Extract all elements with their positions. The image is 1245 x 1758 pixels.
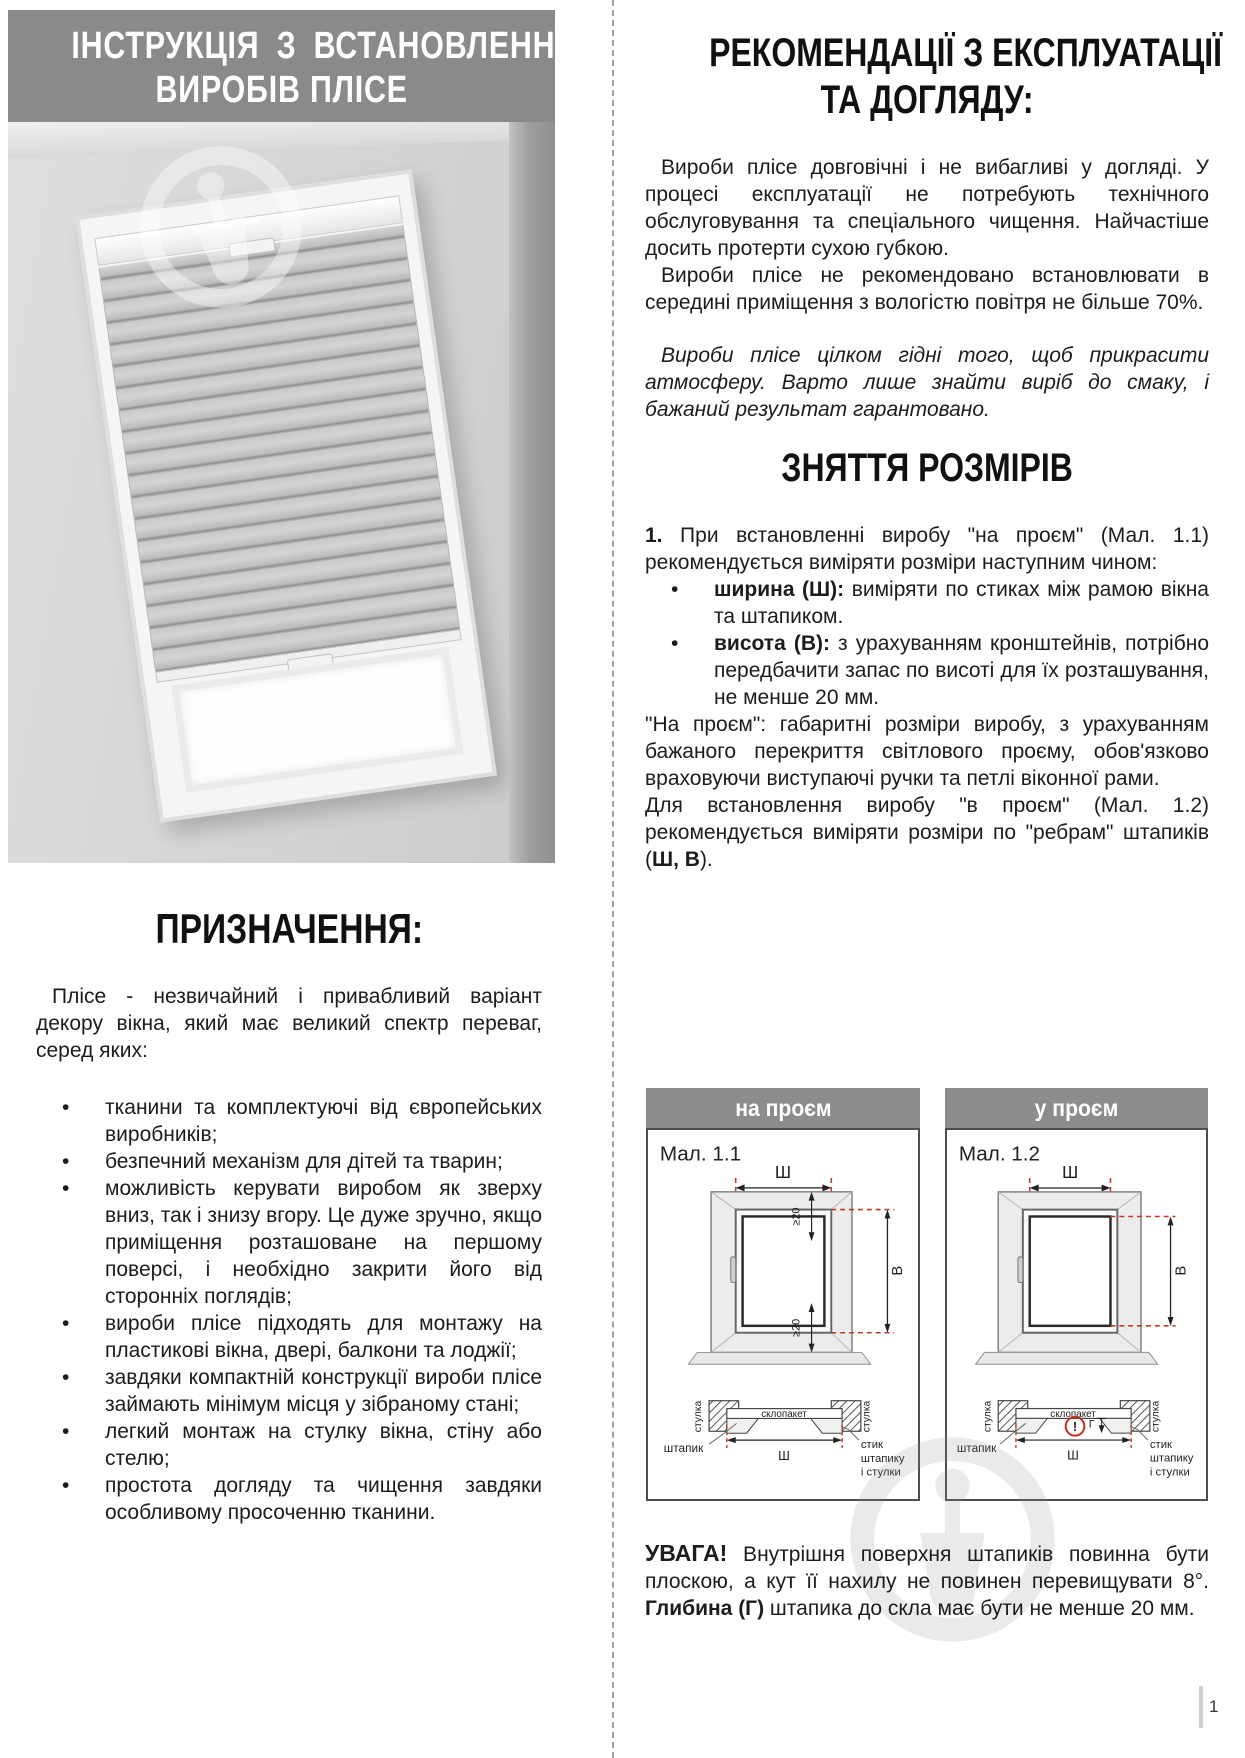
sizing-paragraph-1: 1. При встановленні виробу "на проєм" (Мал. 1.1) рекомендується виміряти розміри наступним чином: xyxy=(645,524,1209,574)
list-item: • тканини та комплектуючі від європейських виробників; xyxy=(36,1094,542,1148)
photo-window xyxy=(75,169,497,822)
list-item: • простота догляду та чищення завдяки особливому просоченню тканини. xyxy=(36,1472,542,1526)
product-photo xyxy=(8,122,555,863)
dim-width-label: Ш xyxy=(774,1162,792,1183)
photo-pleated-blind xyxy=(98,225,460,672)
bead-cross-section xyxy=(664,1401,905,1479)
sash-label-left: стулка xyxy=(693,1400,705,1433)
window-sill xyxy=(976,1352,1158,1364)
instruction-title-line2: ВИРОБІВ ПЛІСЕ xyxy=(155,69,408,111)
care-heading-line1: РЕКОМЕНДАЦІЇ З ЕКСПЛУАТАЦІЇ xyxy=(709,31,1222,75)
attention-label: УВАГА! xyxy=(645,1540,728,1566)
dim-height-label: В xyxy=(1173,1265,1190,1276)
window-handle xyxy=(731,1257,736,1283)
warning-exclamation: ! xyxy=(1072,1419,1078,1435)
figure-caption: Мал. 1.1 xyxy=(659,1142,742,1166)
tab-on-opening: на проєм xyxy=(646,1088,920,1128)
joint-label-2: штапику xyxy=(1149,1452,1194,1465)
glazing-label: склопакет xyxy=(761,1408,807,1420)
list-item: • ширина (Ш): виміряти по стиках між рамою вікна та штапиком. xyxy=(645,576,1209,630)
column-divider xyxy=(612,0,614,1758)
glazing-label: склопакет xyxy=(1050,1408,1096,1420)
footer-divider xyxy=(1199,1686,1203,1728)
bead-label: штапик xyxy=(663,1440,704,1455)
diagram-panel-on-opening xyxy=(646,1128,920,1501)
joint-label-1: стик xyxy=(860,1439,883,1452)
care-paragraph-3: Вироби плісе цілком гідні того, щоб прикрасити атмосферу. Варто лише знайти виріб до смаку, і бажаний результат гарантовано. xyxy=(645,344,1209,421)
sizing-paragraph-2: "На проєм": габаритні розміри виробу, з урахуванням бажаного перекриття світлового проєму, обов'язково враховуючи виступаючі ручки та петлі віконної рами. xyxy=(645,713,1209,790)
sizing-bullet-list xyxy=(645,576,1209,711)
purpose-intro: Плісе - незвичайний і привабливий варіант декору вікна, який має великий спектр переваг, серед яких: xyxy=(36,985,542,1062)
care-heading-line2: ТА ДОГЛЯДУ: xyxy=(820,78,1034,122)
joint-label-3: і стулки xyxy=(860,1466,901,1479)
window-handle xyxy=(1018,1257,1023,1283)
care-paragraph-1: Вироби плісе довговічні і не вибагливі у догляді. У процесі експлуатації не потребують технічного обслуговування та спеціального чищення. Найчастіше досить протерти сухою губкою. xyxy=(645,156,1209,260)
list-item: • можливість керувати виробом як зверху вниз, так і знизу вгору. Це дуже зручно, якщо приміщення розташоване на першому поверсі, і необхідно закрити його від сторонніх поглядів; xyxy=(36,1175,542,1310)
dim-height-label: В xyxy=(890,1265,907,1276)
joint-label-3: і стулки xyxy=(1149,1466,1190,1479)
diagram-panel-in-opening xyxy=(945,1128,1208,1501)
section-width-label: Ш xyxy=(778,1447,790,1463)
attention-note: УВАГА! Внутрішня поверхня штапиків повинна бути плоскою, а кут її нахилу не повинен перевищувати 8°. Глибина (Г) штапика до скла має бути не менше 20 мм. xyxy=(645,1540,1209,1620)
joint-label-2: штапику xyxy=(860,1452,905,1465)
purpose-section xyxy=(36,905,542,1526)
list-item: • безпечний механізм для дітей та тварин; xyxy=(36,1148,542,1175)
window-front-view xyxy=(688,1192,870,1364)
sash-label-right: стулка xyxy=(1150,1400,1162,1433)
sash-label-right: стулка xyxy=(861,1400,873,1433)
photo-ceiling xyxy=(8,122,555,158)
sizing-paragraph-3: Для встановлення виробу "в проєм" (Мал. 1.2) рекомендується виміряти розміри по "ребрам" штапиків (Ш, В). xyxy=(645,794,1209,871)
instruction-header xyxy=(8,10,579,122)
dim-width-label: Ш xyxy=(1061,1162,1079,1183)
instruction-title-line1: ІНСТРУКЦІЯ З ВСТАНОВЛЕННЯ xyxy=(71,25,579,67)
photo-wall-corner xyxy=(509,122,555,863)
sash-label-left: стулка xyxy=(982,1400,994,1433)
list-item: • вироби плісе підходять для монтажу на пластикові вікна, двері, балкони та лоджії; xyxy=(36,1310,542,1364)
gap-bottom-label: ≥20 xyxy=(790,1318,803,1337)
figure-caption: Мал. 1.2 xyxy=(958,1142,1041,1166)
section-width-label: Ш xyxy=(1067,1447,1079,1463)
window-diagram-fig-1-1 xyxy=(648,1130,918,1499)
care-paragraph-2: Вироби плісе не рекомендовано встановлювати в середині приміщення з вологістю повітря не більше 70%. xyxy=(645,264,1209,314)
window-diagram-fig-1-2 xyxy=(947,1130,1206,1499)
list-item: • легкий монтаж на стулку вікна, стіну або стелю; xyxy=(36,1418,542,1472)
window-sill xyxy=(688,1352,870,1364)
care-section xyxy=(645,30,1222,873)
bead-cross-section xyxy=(957,1400,1194,1478)
joint-label-1: стик xyxy=(1149,1438,1172,1451)
window-front-view xyxy=(976,1192,1158,1364)
page-number: 1 xyxy=(1209,1697,1219,1716)
gap-top-label: ≥20 xyxy=(790,1207,803,1226)
list-item: • завдяки компактній конструкції вироби плісе займають мінімум місця у зібраному стані; xyxy=(36,1364,542,1418)
sizing-step-number: 1. xyxy=(645,524,663,547)
tab-in-opening: у проєм xyxy=(945,1088,1208,1128)
list-item: • висота (В): з урахуванням кронштейнів, потрібно передбачити запас по висоті для їх розташування, не менше 20 мм. xyxy=(645,630,1209,711)
purpose-heading: ПРИЗНАЧЕННЯ: xyxy=(155,905,423,952)
bead-label: штапик xyxy=(956,1440,997,1455)
purpose-bullet-list xyxy=(36,1094,542,1526)
depth-label: Г xyxy=(1088,1418,1095,1431)
sizing-heading: ЗНЯТТЯ РОЗМІРІВ xyxy=(781,446,1073,490)
